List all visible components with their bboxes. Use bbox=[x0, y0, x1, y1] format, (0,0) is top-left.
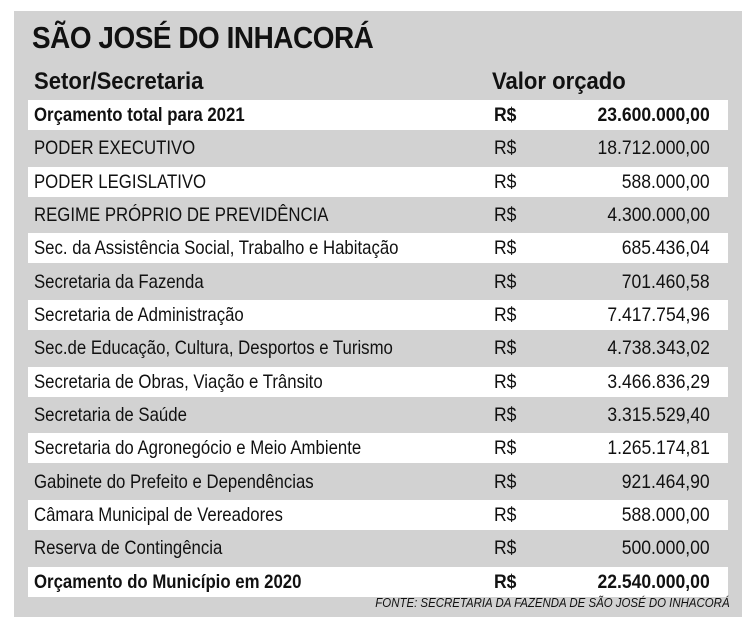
table-row bbox=[28, 233, 728, 263]
row-label: Gabinete do Prefeito e Dependências bbox=[34, 470, 314, 493]
row-amount: 588.000,00 bbox=[622, 504, 710, 527]
row-label: Secretaria de Saúde bbox=[34, 404, 187, 427]
column-header-sector: Setor/Secretaria bbox=[34, 68, 204, 95]
table-row bbox=[28, 400, 728, 430]
row-label: Câmara Municipal de Vereadores bbox=[34, 504, 283, 527]
table-row bbox=[28, 200, 728, 230]
row-currency: R$ bbox=[494, 537, 517, 560]
table-row bbox=[28, 133, 728, 163]
row-currency: R$ bbox=[494, 337, 517, 360]
row-label: Secretaria do Agronegócio e Meio Ambiente bbox=[34, 437, 362, 460]
row-currency: R$ bbox=[494, 270, 517, 293]
table-row bbox=[28, 467, 728, 497]
row-currency: R$ bbox=[494, 237, 517, 260]
row-currency: R$ bbox=[494, 370, 517, 393]
source-note: FONTE: SECRETARIA DA FAZENDA DE SÃO JOSÉ DO INHACORÁ bbox=[375, 595, 730, 610]
row-label: Orçamento total para 2021 bbox=[34, 104, 245, 126]
row-currency: R$ bbox=[494, 470, 517, 493]
column-header-value: Valor orçado bbox=[492, 68, 626, 95]
budget-table-panel bbox=[14, 11, 742, 617]
table-row bbox=[28, 100, 728, 130]
row-label: Sec. da Assistência Social, Trabalho e Habitação bbox=[34, 237, 399, 260]
row-label: Sec.de Educação, Cultura, Desportos e Turismo bbox=[34, 337, 393, 360]
row-label: PODER EXECUTIVO bbox=[34, 137, 196, 160]
row-label: REGIME PRÓPRIO DE PREVIDÊNCIA bbox=[34, 204, 329, 227]
row-label: Reserva de Contingência bbox=[34, 537, 223, 560]
row-amount: 1.265.174,81 bbox=[607, 437, 710, 460]
row-amount: 7.417.754,96 bbox=[607, 304, 710, 327]
row-currency: R$ bbox=[494, 104, 517, 126]
row-currency: R$ bbox=[494, 170, 517, 193]
row-amount: 500.000,00 bbox=[622, 537, 710, 560]
row-label: Secretaria de Administração bbox=[34, 304, 244, 327]
table-row bbox=[28, 500, 728, 530]
table-row bbox=[28, 433, 728, 463]
table-row bbox=[28, 567, 728, 597]
row-label: Orçamento do Município em 2020 bbox=[34, 570, 302, 593]
table-row bbox=[28, 267, 728, 297]
row-amount: 4.738.343,02 bbox=[607, 337, 710, 360]
table-title: SÃO JOSÉ DO INHACORÁ bbox=[32, 20, 374, 55]
row-label: Secretaria da Fazenda bbox=[34, 270, 204, 293]
row-amount: 23.600.000,00 bbox=[597, 104, 710, 126]
row-amount: 701.460,58 bbox=[622, 270, 710, 293]
row-currency: R$ bbox=[494, 204, 517, 227]
row-amount: 4.300.000,00 bbox=[607, 204, 710, 227]
row-currency: R$ bbox=[494, 437, 517, 460]
row-amount: 685.436,04 bbox=[622, 237, 710, 260]
row-amount: 22.540.000,00 bbox=[597, 570, 710, 593]
table-row bbox=[28, 533, 728, 563]
table-row bbox=[28, 367, 728, 397]
row-amount: 3.315.529,40 bbox=[607, 404, 710, 427]
row-amount: 3.466.836,29 bbox=[607, 370, 710, 393]
row-label: Secretaria de Obras, Viação e Trânsito bbox=[34, 370, 323, 393]
table-row bbox=[28, 300, 728, 330]
row-amount: 921.464,90 bbox=[622, 470, 710, 493]
table-row bbox=[28, 167, 728, 197]
row-currency: R$ bbox=[494, 304, 517, 327]
row-currency: R$ bbox=[494, 137, 517, 160]
row-currency: R$ bbox=[494, 504, 517, 527]
row-currency: R$ bbox=[494, 570, 517, 593]
row-amount: 18.712.000,00 bbox=[597, 137, 710, 160]
row-currency: R$ bbox=[494, 404, 517, 427]
row-label: PODER LEGISLATIVO bbox=[34, 170, 207, 193]
table-row bbox=[28, 333, 728, 363]
table-body bbox=[28, 100, 728, 600]
row-amount: 588.000,00 bbox=[622, 170, 710, 193]
